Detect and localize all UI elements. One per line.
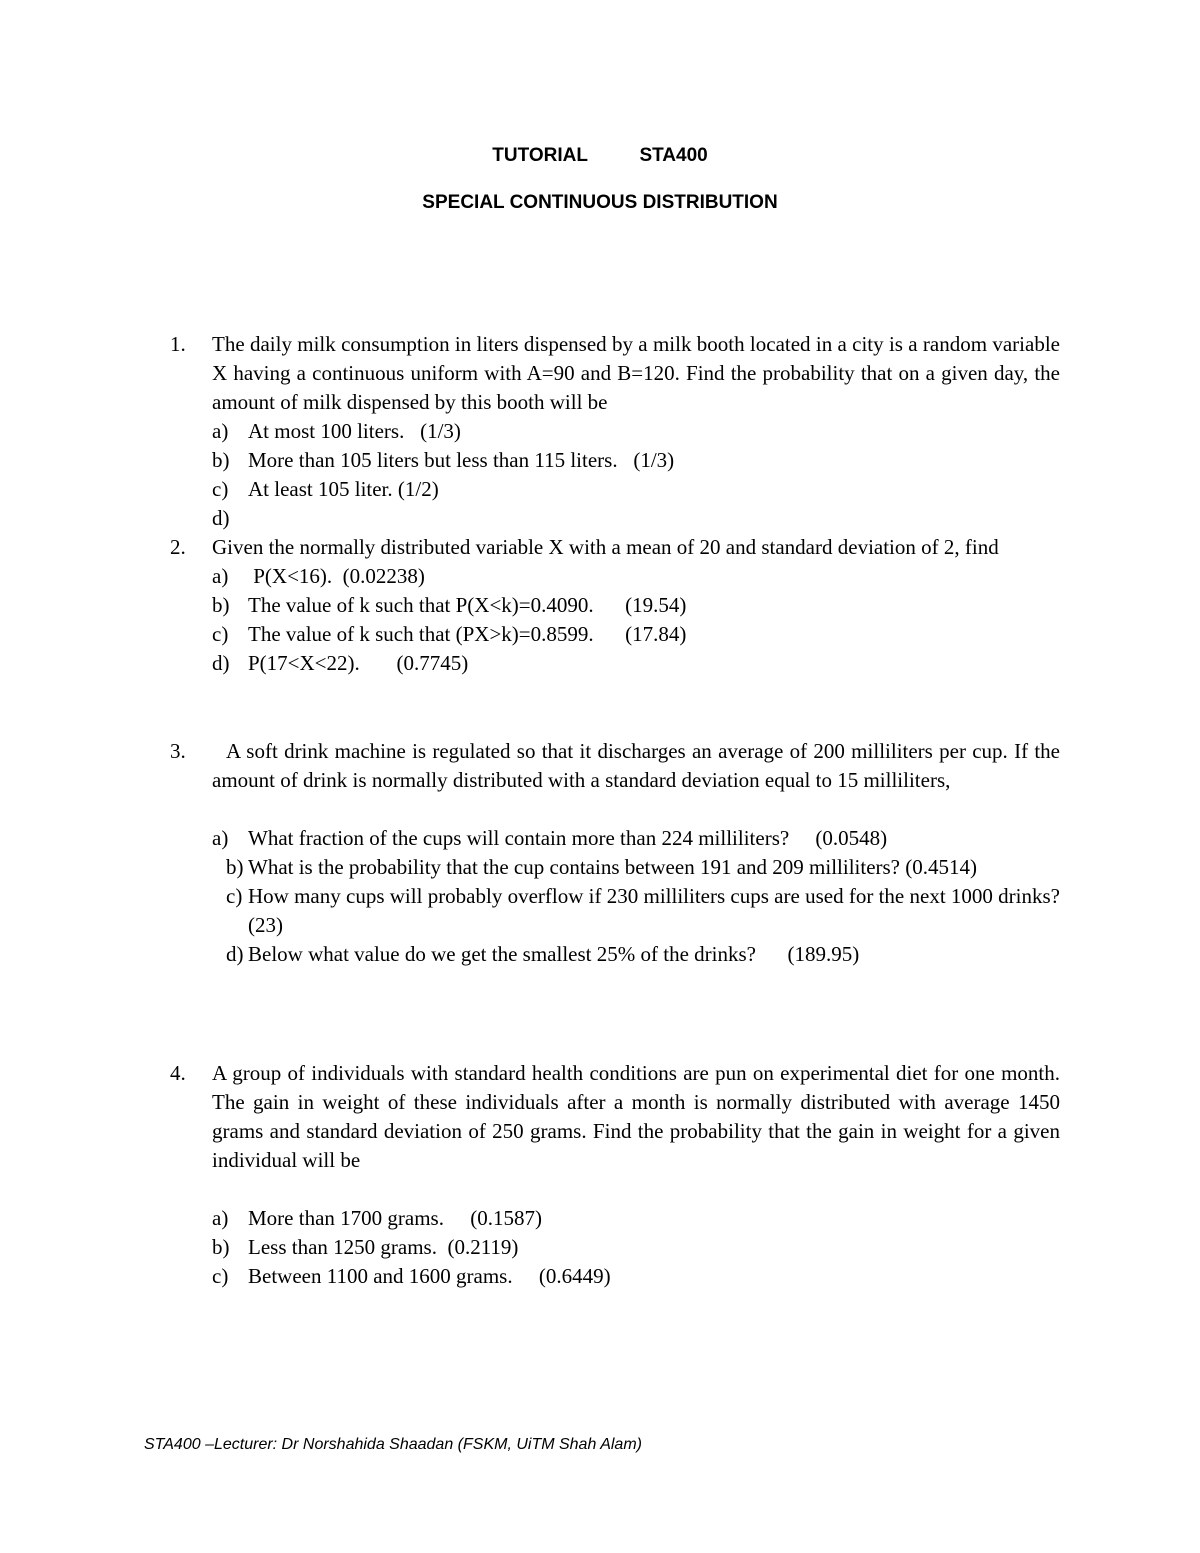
- part-label: c): [226, 884, 243, 908]
- question-part: [212, 504, 1060, 533]
- question-part: [212, 1233, 1060, 1262]
- part-text: More than 105 liters but less than 115 liters. (1/3): [248, 448, 675, 472]
- page-footer: STA400 –Lecturer: Dr Norshahida Shaadan (FSKM, UiTM Shah Alam): [144, 1436, 642, 1453]
- question-number: 3.: [170, 739, 186, 763]
- question-number: 1.: [170, 332, 186, 356]
- part-text: Below what value do we get the smallest 25% of the drinks? (189.95): [248, 942, 860, 966]
- part-text: What is the probability that the cup contains between 191 and 209 milliliters? (0.4514): [248, 855, 977, 879]
- part-label: c): [212, 477, 229, 501]
- question-number: 2.: [170, 535, 186, 559]
- question-part: [212, 562, 1060, 591]
- part-text: At least 105 liter. (1/2): [248, 477, 439, 501]
- part-label: b): [212, 1235, 230, 1259]
- question-part: [212, 591, 1060, 620]
- part-text: What fraction of the cups will contain more than 224 milliliters? (0.0548): [248, 826, 888, 850]
- question-part: [212, 824, 1060, 853]
- part-text: P(X<16). (0.02238): [248, 564, 425, 588]
- question-number: 4.: [170, 1061, 186, 1085]
- document-title: TUTORIAL STA400: [492, 145, 708, 166]
- part-label: d): [212, 506, 230, 530]
- part-label: a): [212, 419, 229, 443]
- part-label: a): [212, 564, 229, 588]
- part-label: b): [212, 593, 230, 617]
- question-part: [212, 446, 1060, 475]
- question-part: [212, 417, 1060, 446]
- question-part: [212, 853, 1060, 882]
- part-label: d): [226, 942, 244, 966]
- question-4: [170, 1059, 1060, 1291]
- question-part: [212, 882, 1092, 940]
- part-text: At most 100 liters. (1/3): [248, 419, 461, 443]
- part-label: d): [212, 651, 230, 675]
- part-label: b): [212, 448, 230, 472]
- question-text: A group of individuals with standard health conditions are pun on experimental diet for one month. The gain in weight of these individuals after a month is normally distributed with average 1450 grams and standard deviation of 250 grams. Find the probability that the gain in weight for a given individual will be: [212, 1061, 1060, 1172]
- part-label: a): [212, 1206, 229, 1230]
- part-label: c): [212, 1264, 229, 1288]
- part-text: P(17<X<22). (0.7745): [248, 651, 469, 675]
- question-3: [170, 737, 1092, 969]
- question-text: A soft drink machine is regulated so that it discharges an average of 200 milliliters per cup. If the amount of drink is normally distributed with a standard deviation equal to 15 milliliters,: [212, 739, 1060, 792]
- part-text: The value of k such that P(X<k)=0.4090. (19.54): [248, 593, 687, 617]
- part-label: b): [226, 855, 244, 879]
- part-text: More than 1700 grams. (0.1587): [248, 1206, 542, 1230]
- question-part: [212, 620, 1060, 649]
- part-text: The value of k such that (PX>k)=0.8599. (17.84): [248, 622, 687, 646]
- question-text: The daily milk consumption in liters dispensed by a milk booth located in a city is a random variable X having a continuous uniform with A=90 and B=120. Find the probability that on a given day, the amount of milk dispensed by this booth will be: [212, 332, 1060, 414]
- part-text: How many cups will probably overflow if 230 milliliters cups are used for the next 1000 drinks? (23): [248, 884, 1092, 937]
- question-part: [212, 1262, 1060, 1291]
- question-2: [170, 533, 1060, 678]
- question-part: [212, 1204, 1060, 1233]
- part-text: Less than 1250 grams. (0.2119): [248, 1235, 519, 1259]
- part-label: c): [212, 622, 229, 646]
- question-part: [212, 649, 1060, 678]
- part-label: a): [212, 826, 229, 850]
- question-1: [170, 330, 1060, 533]
- part-text: Between 1100 and 1600 grams. (0.6449): [248, 1264, 611, 1288]
- part-text: [248, 504, 1060, 533]
- document-subtitle: SPECIAL CONTINUOUS DISTRIBUTION: [422, 192, 778, 213]
- question-text: Given the normally distributed variable X with a mean of 20 and standard deviation of 2, find: [212, 535, 999, 559]
- question-part: [212, 475, 1060, 504]
- question-part: [212, 940, 1060, 969]
